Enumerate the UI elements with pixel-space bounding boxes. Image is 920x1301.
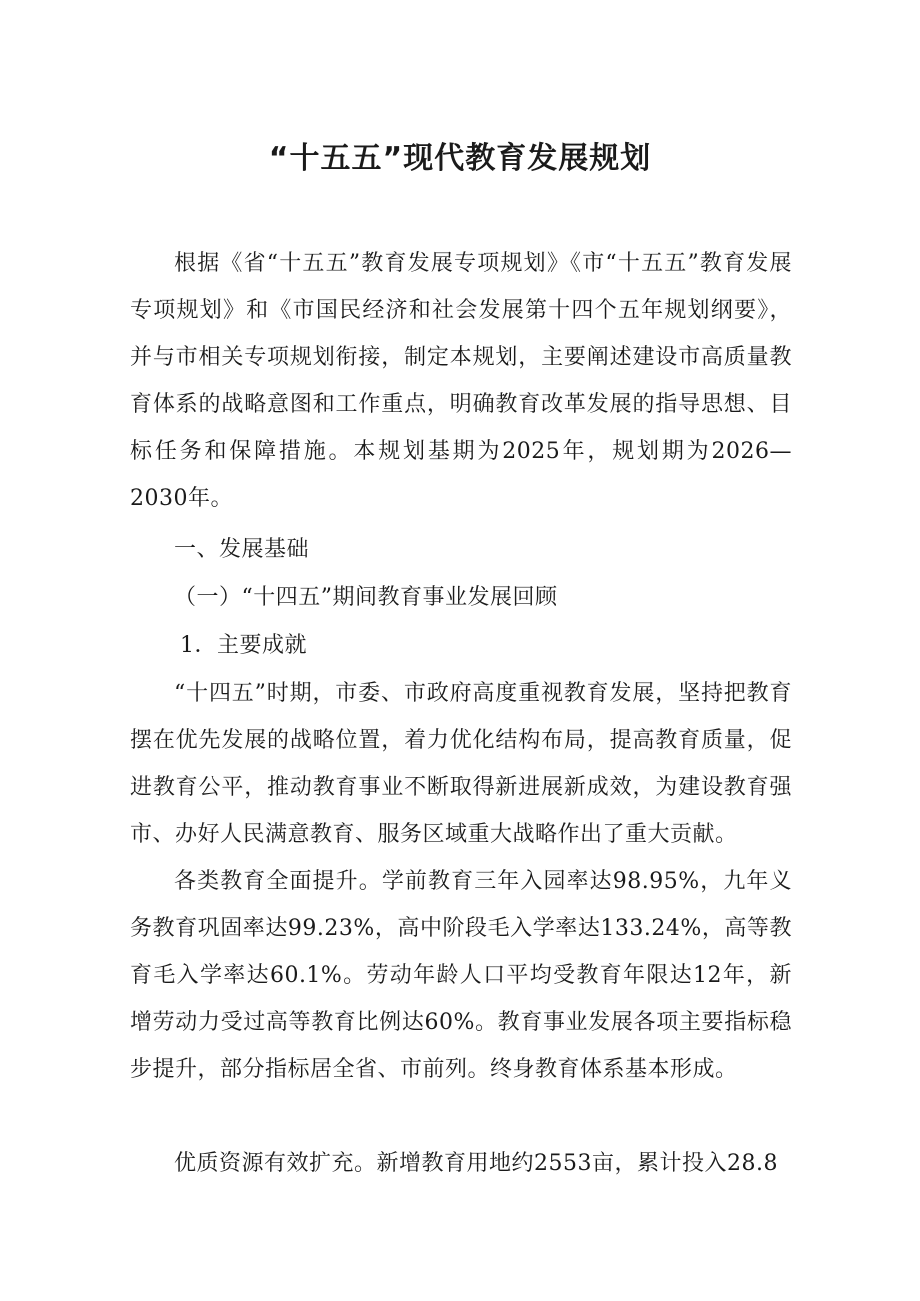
resources-paragraph: 优质资源有效扩充。新增教育用地约2553亩，累计投入28.8 [174, 1151, 778, 1176]
document-title: “十五五”现代教育发展规划 [268, 141, 652, 176]
item-heading: 1．主要成就 [180, 633, 307, 658]
intro-paragraph: 根据《省“十五五”教育发展专项规划》《市“十五五”教育发展专项规划》和《市国民经济和社会发展第十四个五年规划纲要》，并与市相关专项规划衔接，制定本规划，主要阐述建设市高质量教育体系的战略意图和工作重点，明确教育改革发展的指导思想、目标任务和保障措施。本规划基期为2025年，规划期为2026—2030年。 [130, 251, 792, 511]
education-levels-paragraph: 各类教育全面提升。学前教育三年入园率达98.95%，九年义务教育巩固率达99.23%，高中阶段毛入学率达133.24%，高等教育毛入学率达60.1%。劳动年龄人口平均受教育年限达12年，新增劳动力受过高等教育比例达60%。教育事业发展各项主要指标稳步提升，部分指标居全省、市前列。终身教育体系基本形成。 [130, 869, 792, 1082]
section-heading: 一、发展基础 [174, 537, 310, 562]
subsection-heading: （一）“十四五”期间教育事业发展回顾 [174, 585, 558, 610]
achievements-paragraph: “十四五”时期，市委、市政府高度重视教育发展，坚持把教育摆在优先发展的战略位置，着力优化结构布局，提高教育质量，促进教育公平，推动教育事业不断取得新进展新成效，为建设教育强市、办好人民满意教育、服务区域重大战略作出了重大贡献。 [130, 681, 792, 847]
